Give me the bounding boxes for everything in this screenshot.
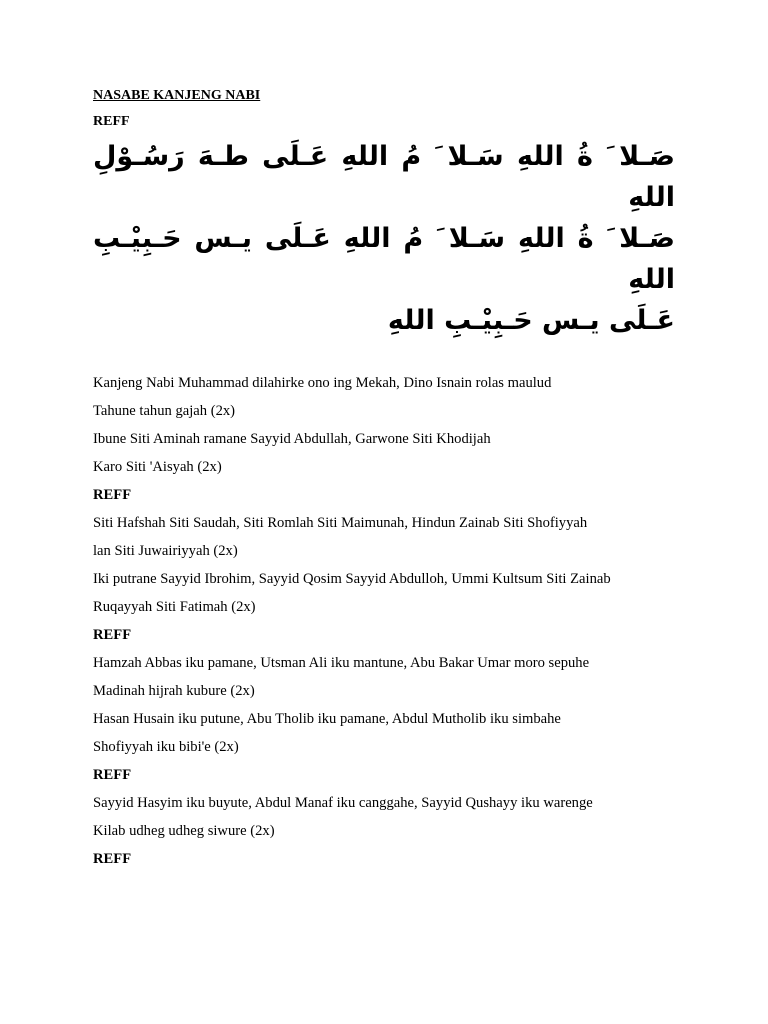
arabic-line: صَـلا َ ةُ اللهِ سَـلا َ مُ اللهِ عَـلَى طـهَ رَسُـوْلِ اللهِ — [93, 141, 675, 213]
lyric-line: Kilab udheg udheg siwure (2x) — [93, 823, 275, 839]
arabic-line: صَـلا َ ةُ اللهِ سَـلا َ مُ اللهِ عَـلَى يـس حَـبِيْـبِ اللهِ — [93, 223, 675, 295]
reff-label: REFF — [93, 851, 132, 867]
lyric-line: Hamzah Abbas iku pamane, Utsman Ali iku mantune, Abu Bakar Umar moro sepuhe — [93, 655, 590, 671]
arabic-line: عَـلَى يـس حَـبِيْـبِ اللهِ — [387, 305, 675, 336]
lyric-line: Madinah hijrah kubure (2x) — [93, 683, 255, 699]
lyric-line: lan Siti Juwairiyyah (2x) — [93, 543, 238, 559]
reff-label: REFF — [93, 114, 130, 129]
lyrics-body — [93, 369, 675, 873]
lyric-line: Karo Siti 'Aisyah (2x) — [93, 459, 222, 475]
lyric-line: Hasan Husain iku putune, Abu Tholib iku pamane, Abdul Mutholib iku simbahe — [93, 711, 561, 727]
lyric-line: Ibune Siti Aminah ramane Sayyid Abdullah, Garwone Siti Khodijah — [93, 431, 491, 447]
lyric-line: Shofiyyah iku bibi'e (2x) — [93, 739, 239, 755]
lyric-line: Sayyid Hasyim iku buyute, Abdul Manaf iku canggahe, Sayyid Qushayy iku warenge — [93, 795, 593, 811]
lyric-line: Tahune tahun gajah (2x) — [93, 403, 236, 419]
document-page — [93, 86, 675, 873]
lyric-line: Siti Hafshah Siti Saudah, Siti Romlah Siti Maimunah, Hindun Zainab Siti Shofiyyah — [93, 515, 588, 531]
reff-label: REFF — [93, 767, 132, 783]
document-title: NASABE KANJENG NABI — [93, 88, 261, 103]
reff-label: REFF — [93, 627, 132, 643]
lyric-line: Kanjeng Nabi Muhammad dilahirke ono ing Mekah, Dino Isnain rolas maulud — [93, 375, 552, 391]
lyric-line: Ruqayyah Siti Fatimah (2x) — [93, 599, 256, 615]
reff-label: REFF — [93, 487, 132, 503]
lyric-line: Iki putrane Sayyid Ibrohim, Sayyid Qosim Sayyid Abdulloh, Ummi Kultsum Siti Zainab — [93, 571, 611, 587]
arabic-refrain — [93, 136, 675, 341]
